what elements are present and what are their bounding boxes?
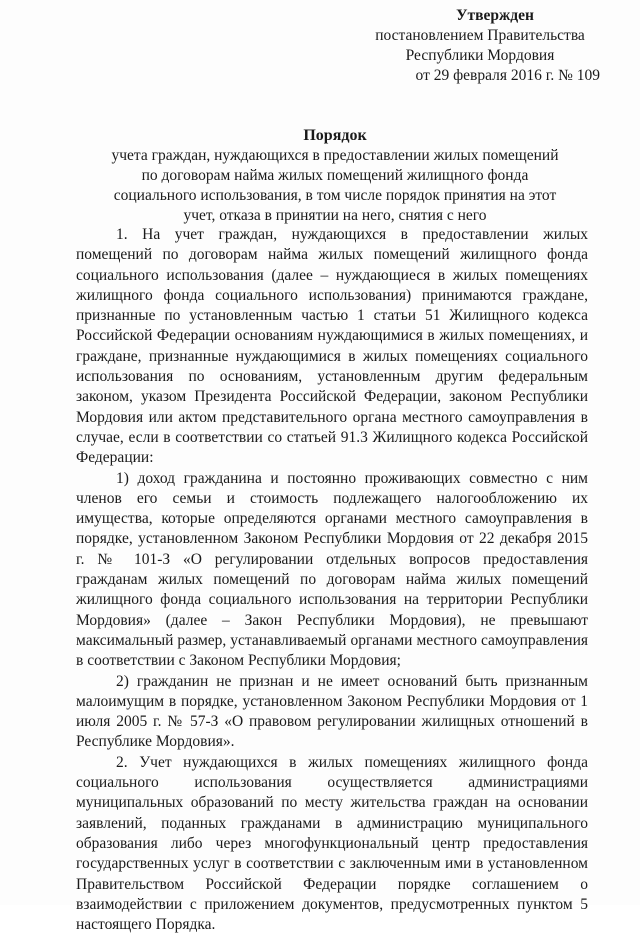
approval-republic: Республики Мордовия — [405, 47, 555, 64]
paragraph-1-item-2: 2) гражданин не признан и не имеет оснований быть признанным малоимущим в порядке, установленном Законом Республики Мордовия от 1 июля 2005 г. № 57-З «О правовом регулировании жилищных отношений в Республике Мордовия». — [76, 672, 588, 751]
approval-heading: Утвержден — [456, 7, 534, 24]
document-title: Порядок — [303, 127, 367, 144]
approval-resolution: постановлением Правительства — [375, 27, 585, 44]
approval-date-number: от 29 февраля 2016 г. № 109 — [415, 67, 600, 84]
approval-stamp — [360, 6, 600, 86]
document-heading — [70, 126, 600, 226]
paragraph-2: 2. Учет нуждающихся в жилых помещениях жилищного фонда социального использования осуществляется администрациями муниципальных образований по месту жительства граждан на основании заявлений, поданных гражданами в администрацию муниципального образования либо через многофункциональный центр предоставления государственных услуг в соответствии с заключенным ими в установленном Правительством Российской Федерации порядке соглашением о взаимодействии с приложением документов, предусмотренных пунктом 5 настоящего Порядка. — [76, 753, 588, 934]
paragraph-1-item-1: 1) доход гражданина и постоянно проживающих совместно с ним членов его семьи и стоимость подлежащего налогообложению их имущества, которые определяются органами местного самоуправления в порядке, установленном Законом Республики Мордовия от 22 декабря 2015 г. № 101-З «О регулировании отдельных вопросов предоставления гражданам жилых помещений по договорам найма жилых помещений жилищного фонда социального использования на территории Республики Мордовия» (далее – Закон Республики Мордовия), не превышают максимальный размер, устанавливаемый органами местного самоуправления в соответствии с Законом Республики Мордовия; — [76, 469, 588, 670]
document-subtitle: учета граждан, нуждающихся в предоставлении жилых помещений по договорам найма жилых помещений жилищного фонда социального использования, в том числе порядок принятия на этот учет, отказа в принятии на него, снятия с него — [111, 147, 559, 224]
document-body — [76, 225, 588, 935]
paragraph-1: 1. На учет граждан, нуждающихся в предоставлении жилых помещений по договорам найма жилых помещений жилищного фонда социального использования (далее – нуждающиеся в жилых помещениях жилищного фонда социального использования) принимаются граждане, признанные по установленным частью 1 статьи 51 Жилищного кодекса Российской Федерации основаниям нуждающимися в жилых помещениях, и граждане, признанные нуждающимися в жилых помещениях социального использования по основаниям, установленным другим федеральным законом, указом Президента Российской Федерации, законом Республики Мордовия или актом представительного органа местного самоуправления в случае, если в соответствии со статьей 91.3 Жилищного кодекса Российской Федерации: — [76, 226, 588, 467]
